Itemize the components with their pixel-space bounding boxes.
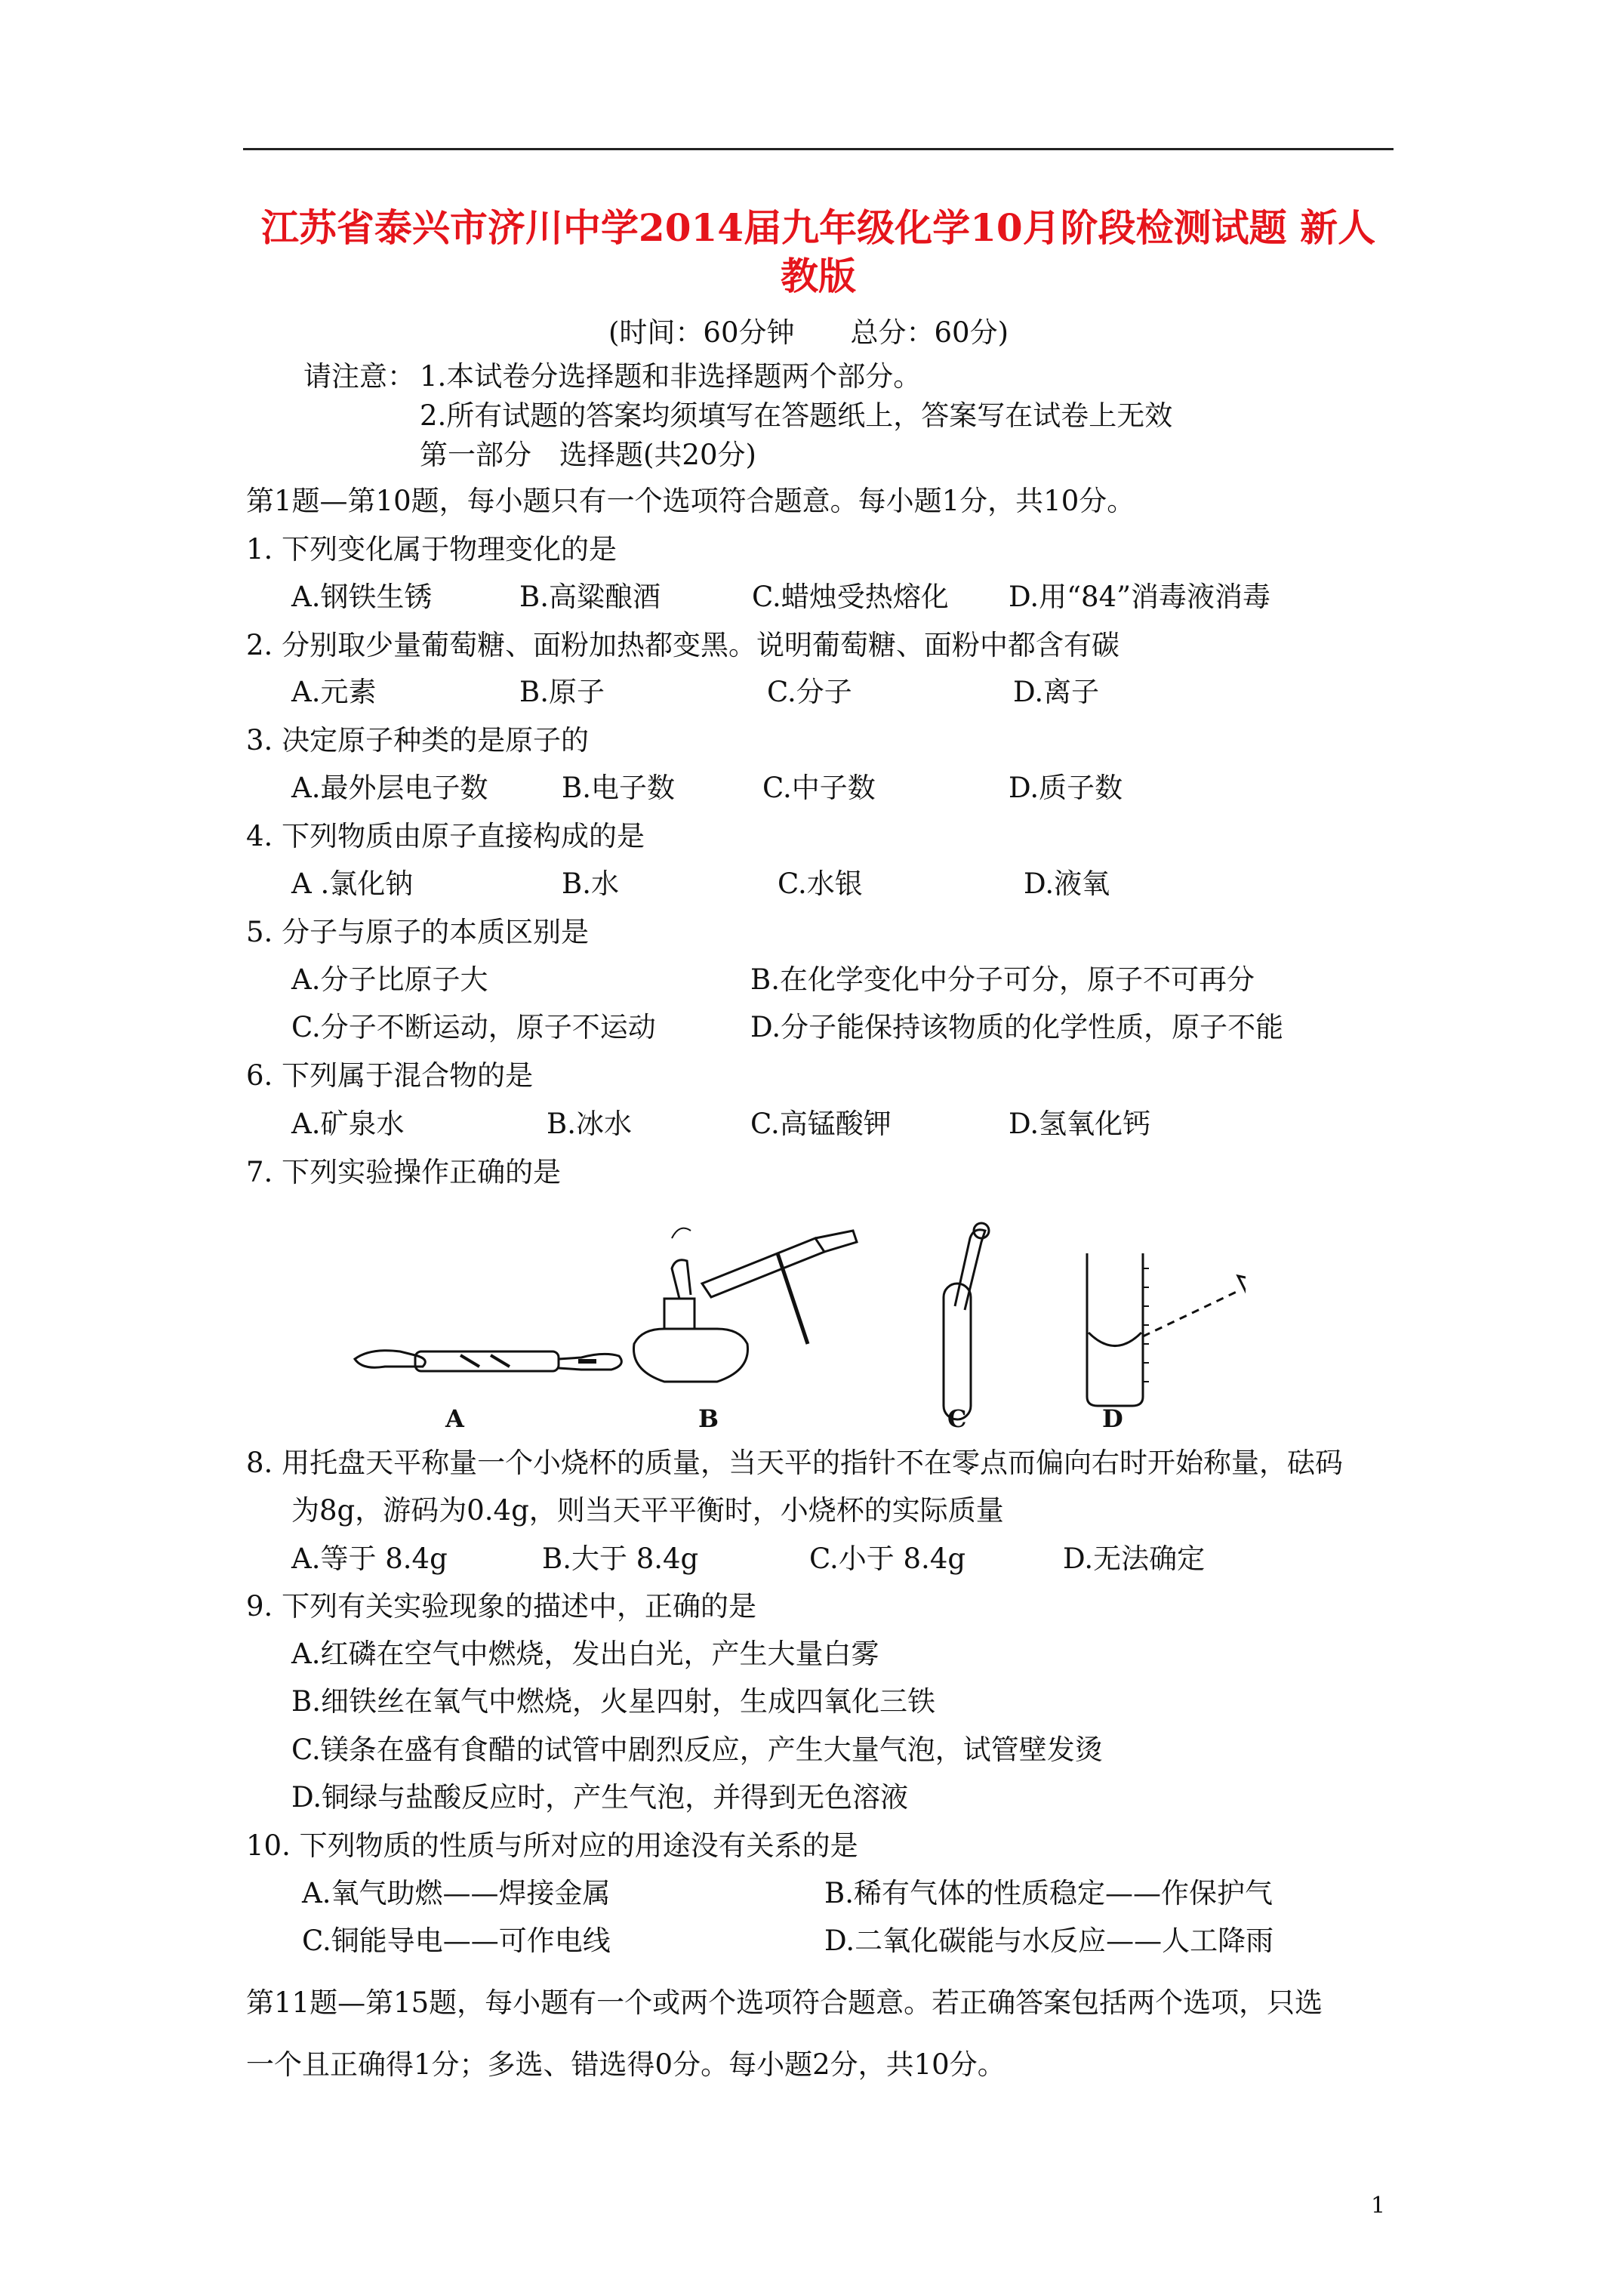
q3-option-a: A.最外层电子数 [291, 772, 488, 804]
q6-option-c: C.高锰酸钾 [750, 1108, 892, 1140]
q7-stem: 7. 下列实验操作正确的是 [246, 1156, 562, 1188]
notice-2: 2.所有试题的答案均须填写在答题纸上，答案写在试卷上无效 [420, 399, 1173, 432]
q9-option-a: A.红磷在空气中燃烧，发出白光，产生大量白雾 [291, 1638, 879, 1670]
q9-option-d: D.铜绿与盐酸反应时，产生气泡，并得到无色溶液 [291, 1781, 909, 1814]
q10-option-d: D.二氧化碳能与水反应——人工降雨 [824, 1925, 1274, 1957]
figure-b-drawing [634, 1228, 858, 1382]
section2-instruction-line1: 第11题—第15题，每小题有一个或两个选项符合题意。若正确答案包括两个选项，只选 [246, 1986, 1323, 2019]
q10-option-c: C.铜能导电——可作电线 [302, 1925, 611, 1957]
q6-stem: 6. 下列属于混合物的是 [246, 1059, 534, 1092]
q5-option-d: D.分子能保持该物质的化学性质，原子不能 [750, 1011, 1284, 1043]
figure-label-a: A [445, 1404, 464, 1433]
q8-option-a: A.等于 8.4g [291, 1542, 448, 1575]
q1-option-c: C.蜡烛受热熔化 [752, 581, 949, 613]
figure-label-d: D [1102, 1404, 1123, 1433]
figure-d-drawing [1087, 1253, 1246, 1406]
lab-operations-svg [340, 1208, 1246, 1435]
notice-1: 1.本试卷分选择题和非选择题两个部分。 [420, 360, 922, 393]
figure-label-c: C [947, 1404, 967, 1433]
doc-title-line2: 教版 [781, 254, 856, 298]
notice-label: 请注意： [303, 360, 415, 393]
q5-option-b: B.在化学变化中分子可分，原子不可再分 [750, 963, 1255, 996]
q3-option-d: D.质子数 [1009, 772, 1123, 804]
lab-operations-figure [340, 1208, 1246, 1435]
figure-label-b: B [698, 1404, 719, 1433]
q4-option-b: B.水 [562, 868, 619, 900]
q8-option-b: B.大于 8.4g [542, 1542, 699, 1575]
q3-option-b: B.电子数 [562, 772, 675, 804]
q9-option-b: B.细铁丝在氧气中燃烧，火星四射，生成四氧化三铁 [291, 1685, 935, 1718]
q4-option-d: D.液氧 [1024, 868, 1110, 900]
q8-stem: 8. 用托盘天平称量一个小烧杯的质量，当天平的指针不在零点而偏向右时开始称量，砝码 [246, 1447, 1344, 1479]
q10-stem: 10. 下列物质的性质与所对应的用途没有关系的是 [246, 1829, 858, 1862]
q2-option-b: B.原子 [519, 676, 605, 708]
q6-option-a: A.矿泉水 [291, 1108, 405, 1140]
q8-option-c: C.小于 8.4g [809, 1542, 966, 1575]
q9-option-c: C.镁条在盛有食醋的试管中剧烈反应，产生大量气泡，试管壁发烫 [291, 1734, 1103, 1766]
q2-option-d: D.离子 [1013, 676, 1100, 708]
q3-stem: 3. 决定原子种类的是原子的 [246, 724, 590, 757]
q1-option-d: D.用“84”消毒液消毒 [1009, 581, 1271, 613]
section2-instruction-line2: 一个且正确得1分；多选、错选得0分。每小题2分，共10分。 [246, 2048, 1006, 2081]
q3-option-c: C.中子数 [762, 772, 876, 804]
q5-option-c: C.分子不断运动，原子不运动 [291, 1011, 656, 1043]
q5-option-a: A.分子比原子大 [291, 963, 488, 996]
q8-option-d: D.无法确定 [1063, 1542, 1206, 1575]
part1-heading: 第一部分 选择题(共20分) [420, 439, 756, 471]
q4-stem: 4. 下列物质由原子直接构成的是 [246, 820, 645, 852]
q2-option-a: A.元素 [291, 676, 377, 708]
doc-title-line1: 江苏省泰兴市济川中学2014届九年级化学10月阶段检测试题 新人 [260, 205, 1376, 250]
section1-instruction: 第1题—第10题，每小题只有一个选项符合题意。每小题1分，共10分。 [246, 485, 1135, 517]
page-number: 1 [1371, 2193, 1386, 2219]
figure-a-drawing [355, 1351, 621, 1371]
time-info: (时间：60分钟 总分：60分) [608, 316, 1009, 349]
q5-stem: 5. 分子与原子的本质区别是 [246, 916, 590, 948]
q10-option-b: B.稀有气体的性质稳定——作保护气 [824, 1877, 1273, 1909]
q4-option-a: A .氯化钠 [291, 868, 414, 900]
q1-option-b: B.高粱酿酒 [519, 581, 661, 613]
q10-option-a: A.氧气助燃——焊接金属 [302, 1877, 611, 1909]
q9-stem: 9. 下列有关实验现象的描述中，正确的是 [246, 1590, 757, 1623]
q1-stem: 1. 下列变化属于物理变化的是 [246, 533, 617, 566]
figure-c-drawing [944, 1223, 989, 1419]
q6-option-d: D.氢氧化钙 [1009, 1108, 1151, 1140]
q2-stem: 2. 分别取少量葡萄糖、面粉加热都变黑。说明葡萄糖、面粉中都含有碳 [246, 629, 1120, 661]
q6-option-b: B.冰水 [547, 1108, 632, 1140]
q4-option-c: C.水银 [778, 868, 863, 900]
q1-option-a: A.钢铁生锈 [291, 581, 433, 613]
q2-option-c: C.分子 [767, 676, 852, 708]
q8-stem-continued: 为8g，游码为0.4g，则当天平平衡时，小烧杯的实际质量 [291, 1494, 1004, 1527]
header-rule [243, 148, 1394, 150]
